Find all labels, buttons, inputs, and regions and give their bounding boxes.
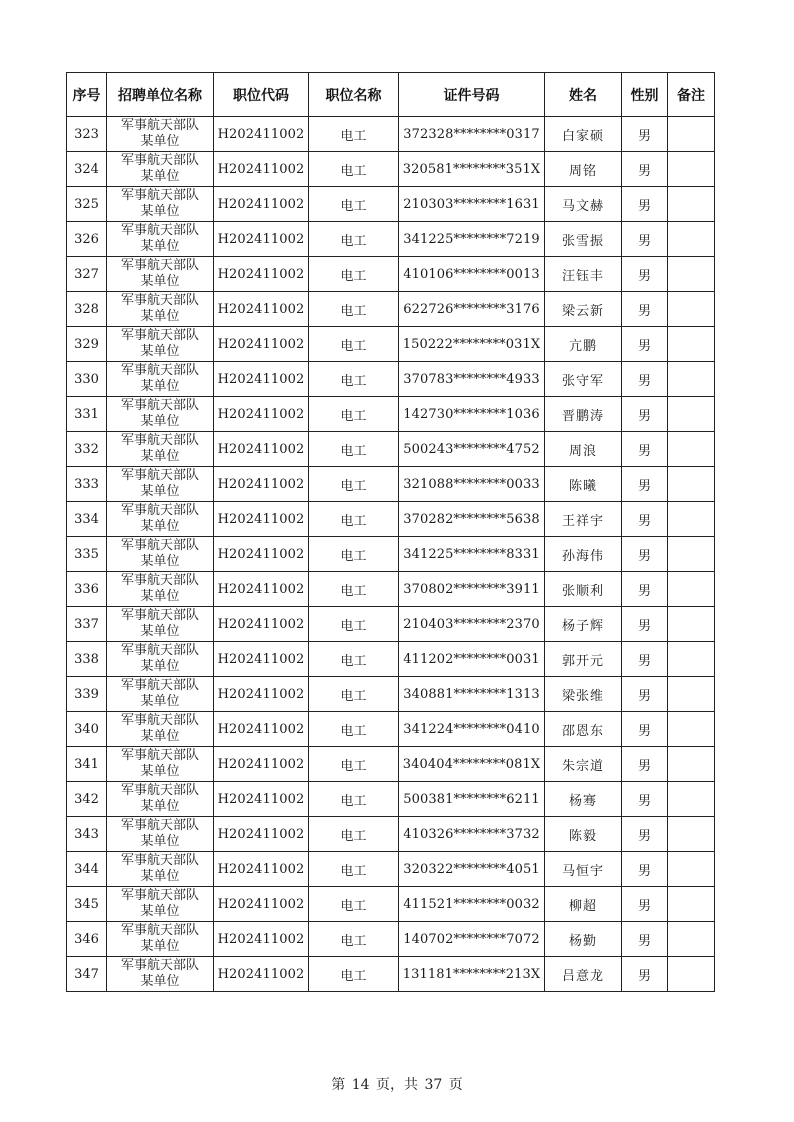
cell-id-number: 370783********4933 [399, 362, 545, 397]
cell-unit [107, 852, 214, 887]
cell-unit [107, 922, 214, 957]
cell-unit [107, 292, 214, 327]
cell-notes [668, 537, 715, 572]
cell-position-name: 电工 [309, 642, 399, 677]
table-row [67, 537, 715, 572]
cell-position-name: 电工 [309, 607, 399, 642]
cell-index: 337 [67, 607, 107, 642]
cell-id-number: 142730********1036 [399, 397, 545, 432]
table-header-row [67, 73, 715, 117]
table-row [67, 292, 715, 327]
cell-index: 336 [67, 572, 107, 607]
cell-gender: 男 [622, 327, 668, 362]
unit-name-line-1: 军事航天部队 [120, 153, 199, 168]
cell-id-number: 340404********081X [399, 747, 545, 782]
cell-name: 白家硕 [545, 117, 622, 152]
page-footer [0, 1074, 794, 1094]
cell-index: 333 [67, 467, 107, 502]
cell-unit [107, 677, 214, 712]
cell-position-name: 电工 [309, 922, 399, 957]
cell-notes [668, 957, 715, 992]
cell-position-name: 电工 [309, 467, 399, 502]
cell-notes [668, 502, 715, 537]
cell-name: 郭开元 [545, 642, 622, 677]
header-position: 职位名称 [309, 73, 399, 117]
cell-name: 陈毅 [545, 817, 622, 852]
cell-position-code: H202411002 [214, 292, 309, 327]
table-row [67, 117, 715, 152]
cell-position-name: 电工 [309, 817, 399, 852]
cell-notes [668, 397, 715, 432]
table-row [67, 502, 715, 537]
cell-notes [668, 887, 715, 922]
unit-name-line-1: 军事航天部队 [120, 363, 199, 378]
cell-notes [668, 187, 715, 222]
cell-position-name: 电工 [309, 292, 399, 327]
unit-name-line-2: 某单位 [140, 554, 180, 569]
unit-name-line-1: 军事航天部队 [120, 748, 199, 763]
cell-index: 332 [67, 432, 107, 467]
cell-unit [107, 537, 214, 572]
unit-name-line-1: 军事航天部队 [120, 328, 199, 343]
cell-index: 346 [67, 922, 107, 957]
table-row [67, 677, 715, 712]
unit-name-line-2: 某单位 [140, 344, 180, 359]
unit-name-line-1: 军事航天部队 [120, 923, 199, 938]
cell-index: 338 [67, 642, 107, 677]
table-row [67, 572, 715, 607]
unit-name-line-1: 军事航天部队 [120, 223, 199, 238]
footer-prefix: 第 [331, 1077, 346, 1093]
cell-gender: 男 [622, 292, 668, 327]
unit-name-line-2: 某单位 [140, 169, 180, 184]
cell-unit [107, 572, 214, 607]
cell-index: 327 [67, 257, 107, 292]
cell-name: 梁张维 [545, 677, 622, 712]
cell-position-code: H202411002 [214, 257, 309, 292]
unit-name-line-1: 军事航天部队 [120, 713, 199, 728]
cell-index: 331 [67, 397, 107, 432]
header-code: 职位代码 [214, 73, 309, 117]
cell-name: 周铭 [545, 152, 622, 187]
cell-notes [668, 852, 715, 887]
cell-gender: 男 [622, 712, 668, 747]
unit-name-line-2: 某单位 [140, 869, 180, 884]
cell-notes [668, 607, 715, 642]
cell-position-name: 电工 [309, 852, 399, 887]
cell-gender: 男 [622, 467, 668, 502]
cell-id-number: 210303********1631 [399, 187, 545, 222]
cell-index: 329 [67, 327, 107, 362]
unit-name-line-1: 军事航天部队 [120, 118, 199, 133]
table-row [67, 642, 715, 677]
cell-gender: 男 [622, 117, 668, 152]
unit-name-line-2: 某单位 [140, 939, 180, 954]
cell-id-number: 320322********4051 [399, 852, 545, 887]
cell-unit [107, 782, 214, 817]
cell-position-code: H202411002 [214, 957, 309, 992]
table-row [67, 922, 715, 957]
unit-name-line-1: 军事航天部队 [120, 888, 199, 903]
unit-name-line-1: 军事航天部队 [120, 258, 199, 273]
footer-suffix: 页 [448, 1077, 463, 1093]
cell-unit [107, 432, 214, 467]
unit-name-line-2: 某单位 [140, 484, 180, 499]
unit-name-line-2: 某单位 [140, 764, 180, 779]
cell-gender: 男 [622, 362, 668, 397]
cell-index: 334 [67, 502, 107, 537]
cell-gender: 男 [622, 607, 668, 642]
table-row [67, 957, 715, 992]
cell-position-name: 电工 [309, 362, 399, 397]
cell-position-code: H202411002 [214, 887, 309, 922]
cell-name: 马恒宇 [545, 852, 622, 887]
table-row [67, 607, 715, 642]
cell-id-number: 411202********0031 [399, 642, 545, 677]
cell-gender: 男 [622, 677, 668, 712]
header-name: 姓名 [545, 73, 622, 117]
cell-unit [107, 187, 214, 222]
cell-name: 柳超 [545, 887, 622, 922]
table-row [67, 747, 715, 782]
cell-position-code: H202411002 [214, 572, 309, 607]
cell-unit [107, 957, 214, 992]
cell-notes [668, 467, 715, 502]
cell-position-name: 电工 [309, 222, 399, 257]
unit-name-line-2: 某单位 [140, 799, 180, 814]
cell-name: 王祥宇 [545, 502, 622, 537]
unit-name-line-1: 军事航天部队 [120, 958, 199, 973]
cell-notes [668, 292, 715, 327]
cell-notes [668, 572, 715, 607]
cell-index: 343 [67, 817, 107, 852]
cell-unit [107, 152, 214, 187]
table-row [67, 852, 715, 887]
cell-position-name: 电工 [309, 782, 399, 817]
cell-index: 339 [67, 677, 107, 712]
table-row [67, 397, 715, 432]
cell-position-code: H202411002 [214, 187, 309, 222]
cell-notes [668, 327, 715, 362]
cell-position-code: H202411002 [214, 922, 309, 957]
cell-id-number: 500381********6211 [399, 782, 545, 817]
unit-name-line-2: 某单位 [140, 134, 180, 149]
cell-notes [668, 782, 715, 817]
unit-name-line-2: 某单位 [140, 449, 180, 464]
unit-name-line-2: 某单位 [140, 904, 180, 919]
cell-unit [107, 747, 214, 782]
header-index: 序号 [67, 73, 107, 117]
unit-name-line-1: 军事航天部队 [120, 643, 199, 658]
unit-name-line-2: 某单位 [140, 519, 180, 534]
cell-name: 杨勤 [545, 922, 622, 957]
table-row [67, 222, 715, 257]
cell-id-number: 372328********0317 [399, 117, 545, 152]
cell-position-code: H202411002 [214, 362, 309, 397]
cell-id-number: 370282********5638 [399, 502, 545, 537]
cell-gender: 男 [622, 187, 668, 222]
cell-gender: 男 [622, 257, 668, 292]
cell-position-code: H202411002 [214, 677, 309, 712]
cell-unit [107, 327, 214, 362]
cell-gender: 男 [622, 572, 668, 607]
cell-position-name: 电工 [309, 572, 399, 607]
cell-name: 晋鹏涛 [545, 397, 622, 432]
cell-name: 汪钰丰 [545, 257, 622, 292]
cell-notes [668, 922, 715, 957]
cell-notes [668, 432, 715, 467]
unit-name-line-1: 军事航天部队 [120, 468, 199, 483]
cell-name: 梁云新 [545, 292, 622, 327]
cell-notes [668, 817, 715, 852]
recruitment-roster-table [66, 72, 715, 992]
cell-position-code: H202411002 [214, 817, 309, 852]
unit-name-line-2: 某单位 [140, 274, 180, 289]
cell-position-name: 电工 [309, 432, 399, 467]
header-unit: 招聘单位名称 [107, 73, 214, 117]
cell-position-name: 电工 [309, 502, 399, 537]
unit-name-line-2: 某单位 [140, 589, 180, 604]
unit-name-line-1: 军事航天部队 [120, 293, 199, 308]
unit-name-line-1: 军事航天部队 [120, 678, 199, 693]
cell-index: 335 [67, 537, 107, 572]
cell-gender: 男 [622, 887, 668, 922]
cell-id-number: 410106********0013 [399, 257, 545, 292]
cell-unit [107, 642, 214, 677]
cell-index: 341 [67, 747, 107, 782]
unit-name-line-1: 军事航天部队 [120, 818, 199, 833]
cell-unit [107, 257, 214, 292]
cell-id-number: 341224********0410 [399, 712, 545, 747]
cell-position-code: H202411002 [214, 222, 309, 257]
unit-name-line-2: 某单位 [140, 729, 180, 744]
cell-position-code: H202411002 [214, 747, 309, 782]
table-row [67, 467, 715, 502]
cell-id-number: 340881********1313 [399, 677, 545, 712]
cell-position-code: H202411002 [214, 397, 309, 432]
cell-id-number: 321088********0033 [399, 467, 545, 502]
cell-gender: 男 [622, 642, 668, 677]
cell-unit [107, 502, 214, 537]
cell-unit [107, 887, 214, 922]
unit-name-line-2: 某单位 [140, 694, 180, 709]
footer-total-pages: 37 [424, 1077, 443, 1093]
cell-id-number: 500243********4752 [399, 432, 545, 467]
cell-index: 328 [67, 292, 107, 327]
cell-gender: 男 [622, 852, 668, 887]
unit-name-line-2: 某单位 [140, 309, 180, 324]
cell-gender: 男 [622, 432, 668, 467]
cell-index: 344 [67, 852, 107, 887]
unit-name-line-1: 军事航天部队 [120, 503, 199, 518]
unit-name-line-1: 军事航天部队 [120, 608, 199, 623]
cell-notes [668, 257, 715, 292]
cell-position-code: H202411002 [214, 502, 309, 537]
unit-name-line-2: 某单位 [140, 659, 180, 674]
cell-gender: 男 [622, 782, 668, 817]
table-row [67, 782, 715, 817]
cell-id-number: 622726********3176 [399, 292, 545, 327]
table-row [67, 327, 715, 362]
cell-position-code: H202411002 [214, 712, 309, 747]
cell-position-name: 电工 [309, 747, 399, 782]
unit-name-line-1: 军事航天部队 [120, 398, 199, 413]
cell-position-name: 电工 [309, 537, 399, 572]
cell-name: 杨子辉 [545, 607, 622, 642]
table-row [67, 187, 715, 222]
cell-name: 马文赫 [545, 187, 622, 222]
cell-index: 347 [67, 957, 107, 992]
footer-mid: 页，共 [376, 1077, 418, 1093]
header-gender: 性别 [622, 73, 668, 117]
unit-name-line-1: 军事航天部队 [120, 433, 199, 448]
cell-name: 周浪 [545, 432, 622, 467]
header-id-number: 证件号码 [399, 73, 545, 117]
cell-position-code: H202411002 [214, 117, 309, 152]
cell-index: 330 [67, 362, 107, 397]
cell-position-code: H202411002 [214, 852, 309, 887]
unit-name-line-1: 军事航天部队 [120, 573, 199, 588]
cell-position-code: H202411002 [214, 467, 309, 502]
cell-name: 陈曦 [545, 467, 622, 502]
table-row [67, 362, 715, 397]
cell-position-name: 电工 [309, 957, 399, 992]
footer-page-number: 14 [351, 1077, 370, 1093]
table-row [67, 432, 715, 467]
cell-index: 325 [67, 187, 107, 222]
cell-position-name: 电工 [309, 117, 399, 152]
cell-notes [668, 642, 715, 677]
cell-position-code: H202411002 [214, 327, 309, 362]
cell-id-number: 131181********213X [399, 957, 545, 992]
cell-id-number: 411521********0032 [399, 887, 545, 922]
cell-name: 张雪振 [545, 222, 622, 257]
cell-id-number: 341225********7219 [399, 222, 545, 257]
cell-notes [668, 747, 715, 782]
cell-name: 张守军 [545, 362, 622, 397]
cell-position-name: 电工 [309, 187, 399, 222]
cell-unit [107, 222, 214, 257]
cell-gender: 男 [622, 922, 668, 957]
cell-index: 323 [67, 117, 107, 152]
cell-position-code: H202411002 [214, 642, 309, 677]
table-row [67, 257, 715, 292]
cell-unit [107, 817, 214, 852]
cell-name: 孙海伟 [545, 537, 622, 572]
table-row [67, 712, 715, 747]
cell-gender: 男 [622, 747, 668, 782]
table-row [67, 152, 715, 187]
unit-name-line-1: 军事航天部队 [120, 188, 199, 203]
table-row [67, 817, 715, 852]
cell-position-code: H202411002 [214, 432, 309, 467]
cell-gender: 男 [622, 152, 668, 187]
unit-name-line-2: 某单位 [140, 239, 180, 254]
unit-name-line-1: 军事航天部队 [120, 783, 199, 798]
header-notes: 备注 [668, 73, 715, 117]
cell-gender: 男 [622, 537, 668, 572]
cell-unit [107, 467, 214, 502]
cell-id-number: 140702********7072 [399, 922, 545, 957]
cell-position-name: 电工 [309, 712, 399, 747]
cell-position-name: 电工 [309, 887, 399, 922]
unit-name-line-2: 某单位 [140, 204, 180, 219]
cell-position-name: 电工 [309, 257, 399, 292]
cell-notes [668, 117, 715, 152]
cell-name: 杨骞 [545, 782, 622, 817]
table-row [67, 887, 715, 922]
cell-position-code: H202411002 [214, 782, 309, 817]
cell-unit [107, 117, 214, 152]
cell-position-code: H202411002 [214, 537, 309, 572]
cell-id-number: 370802********3911 [399, 572, 545, 607]
cell-position-name: 电工 [309, 677, 399, 712]
cell-notes [668, 677, 715, 712]
cell-position-name: 电工 [309, 397, 399, 432]
cell-index: 340 [67, 712, 107, 747]
cell-notes [668, 152, 715, 187]
cell-id-number: 410326********3732 [399, 817, 545, 852]
cell-name: 邵恩东 [545, 712, 622, 747]
cell-gender: 男 [622, 222, 668, 257]
cell-index: 345 [67, 887, 107, 922]
cell-notes [668, 222, 715, 257]
unit-name-line-2: 某单位 [140, 974, 180, 989]
cell-position-name: 电工 [309, 327, 399, 362]
cell-name: 吕意龙 [545, 957, 622, 992]
cell-unit [107, 607, 214, 642]
cell-gender: 男 [622, 502, 668, 537]
cell-name: 朱宗道 [545, 747, 622, 782]
cell-unit [107, 712, 214, 747]
cell-id-number: 210403********2370 [399, 607, 545, 642]
cell-name: 亢鹏 [545, 327, 622, 362]
cell-index: 342 [67, 782, 107, 817]
cell-unit [107, 397, 214, 432]
unit-name-line-2: 某单位 [140, 624, 180, 639]
cell-id-number: 341225********8331 [399, 537, 545, 572]
unit-name-line-2: 某单位 [140, 834, 180, 849]
cell-position-code: H202411002 [214, 607, 309, 642]
cell-notes [668, 712, 715, 747]
table-body [67, 117, 715, 992]
cell-gender: 男 [622, 817, 668, 852]
cell-gender: 男 [622, 397, 668, 432]
unit-name-line-2: 某单位 [140, 379, 180, 394]
cell-unit [107, 362, 214, 397]
cell-id-number: 320581********351X [399, 152, 545, 187]
cell-id-number: 150222********031X [399, 327, 545, 362]
unit-name-line-1: 军事航天部队 [120, 853, 199, 868]
cell-position-name: 电工 [309, 152, 399, 187]
unit-name-line-1: 军事航天部队 [120, 538, 199, 553]
unit-name-line-2: 某单位 [140, 414, 180, 429]
cell-notes [668, 362, 715, 397]
cell-gender: 男 [622, 957, 668, 992]
cell-index: 324 [67, 152, 107, 187]
cell-name: 张顺利 [545, 572, 622, 607]
cell-position-code: H202411002 [214, 152, 309, 187]
cell-index: 326 [67, 222, 107, 257]
